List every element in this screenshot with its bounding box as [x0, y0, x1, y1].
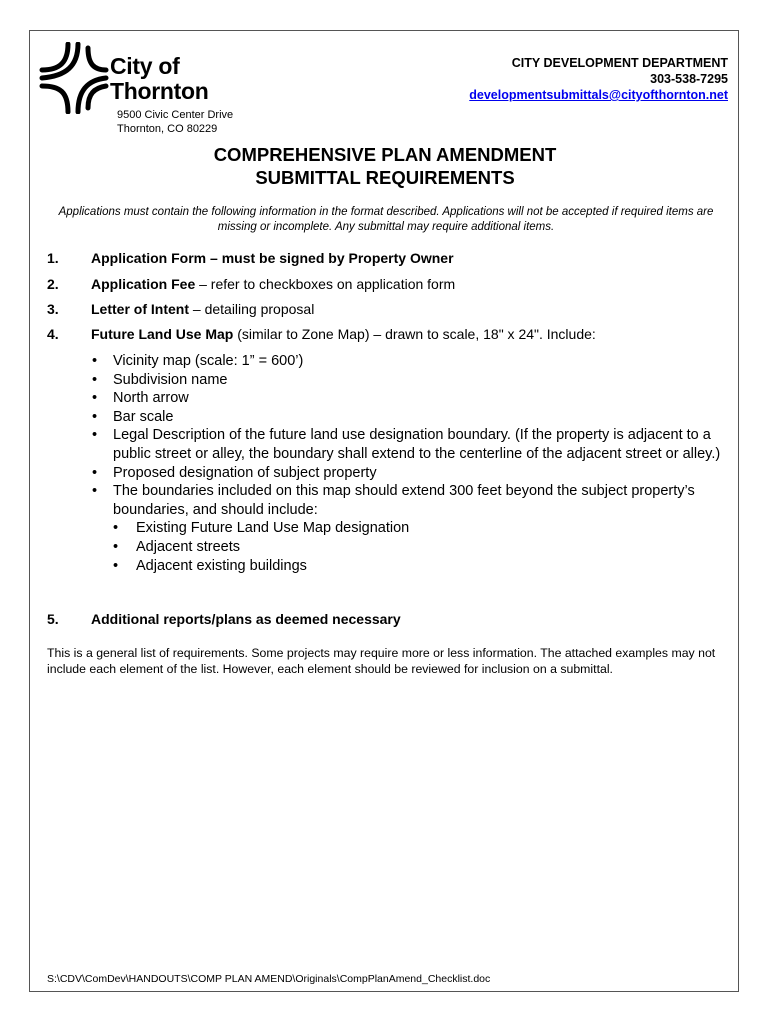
file-path-footer: S:\CDV\ComDev\HANDOUTS\COMP PLAN AMEND\Originals\CompPlanAmend_Checklist.doc: [47, 973, 491, 985]
address-line2: Thornton, CO 80229: [117, 123, 218, 135]
logo-line1: City of: [110, 53, 180, 79]
item-detail: – refer to checkboxes on application form: [195, 276, 456, 292]
list-item: • Legal Description of the future land use designation boundary. (If the property is adjacent to a public street or alley, the boundary shall extend to the centerline of the adjacent street or alley.): [92, 426, 732, 463]
closing-note: This is a general list of requirements. Some projects may require more or less information. The attached examples may not include each element of the list. However, each element should be reviewed for inclusion on a submittal.: [47, 646, 716, 676]
address-line1: 9500 Civic Center Drive: [117, 109, 234, 121]
address: [117, 108, 233, 136]
department-email-link[interactable]: developmentsubmittals@cityofthornton.net: [469, 88, 728, 102]
item-detail: (similar to Zone Map) – drawn to scale, 18" x 24". Include:: [233, 326, 596, 342]
intro-text: Applications must contain the following information in the format described. Applications will not be accepted if required items are missing or incomplete. Any submittal may require additional items.: [58, 206, 714, 233]
item-label: Future Land Use Map: [91, 326, 234, 342]
title-line2: SUBMITTAL REQUIREMENTS: [255, 167, 515, 188]
logo-line2: Thornton: [110, 78, 209, 104]
logo-text: [110, 54, 209, 104]
list-item: • Subdivision name: [92, 371, 732, 390]
item-number: 5.: [47, 611, 59, 627]
title-line1: COMPREHENSIVE PLAN AMENDMENT: [213, 144, 557, 165]
list-item-boundaries: [92, 482, 732, 575]
list-item: • North arrow: [92, 389, 732, 408]
item-number: 1.: [47, 250, 59, 266]
department-phone: 303-538-7295: [650, 72, 728, 86]
sub-list-item: • Adjacent streets: [113, 538, 732, 557]
city-of-thornton-logo-icon: [38, 42, 110, 114]
list-item: • Vicinity map (scale: 1” = 600’): [92, 352, 732, 371]
item-label: Letter of Intent: [91, 301, 189, 317]
item-label: Additional reports/plans as deemed necessary: [91, 611, 401, 627]
map-requirements-list: [92, 352, 732, 575]
item-label: Application Form: [91, 250, 207, 266]
item-detail: – detailing proposal: [189, 301, 315, 317]
department-contact: [469, 55, 728, 103]
sub-list-item: • Adjacent existing buildings: [113, 557, 732, 576]
department-name: CITY DEVELOPMENT DEPARTMENT: [511, 56, 728, 70]
item-number: 3.: [47, 301, 59, 317]
sub-list-item: • Existing Future Land Use Map designation: [113, 519, 732, 538]
city-logo: [38, 42, 238, 114]
list-item: • Proposed designation of subject property: [92, 464, 732, 483]
list-item: • Bar scale: [92, 408, 732, 427]
item-number: 4.: [47, 326, 59, 342]
item-number: 2.: [47, 276, 59, 292]
item-detail: – must be signed by Property Owner: [206, 250, 454, 266]
item-label: Application Fee: [91, 276, 196, 292]
list-item-text: The boundaries included on this map should extend 300 feet beyond the subject property’s boundaries, and should include:: [113, 483, 695, 518]
page-title: [0, 143, 770, 189]
boundary-sublist: [113, 519, 732, 575]
